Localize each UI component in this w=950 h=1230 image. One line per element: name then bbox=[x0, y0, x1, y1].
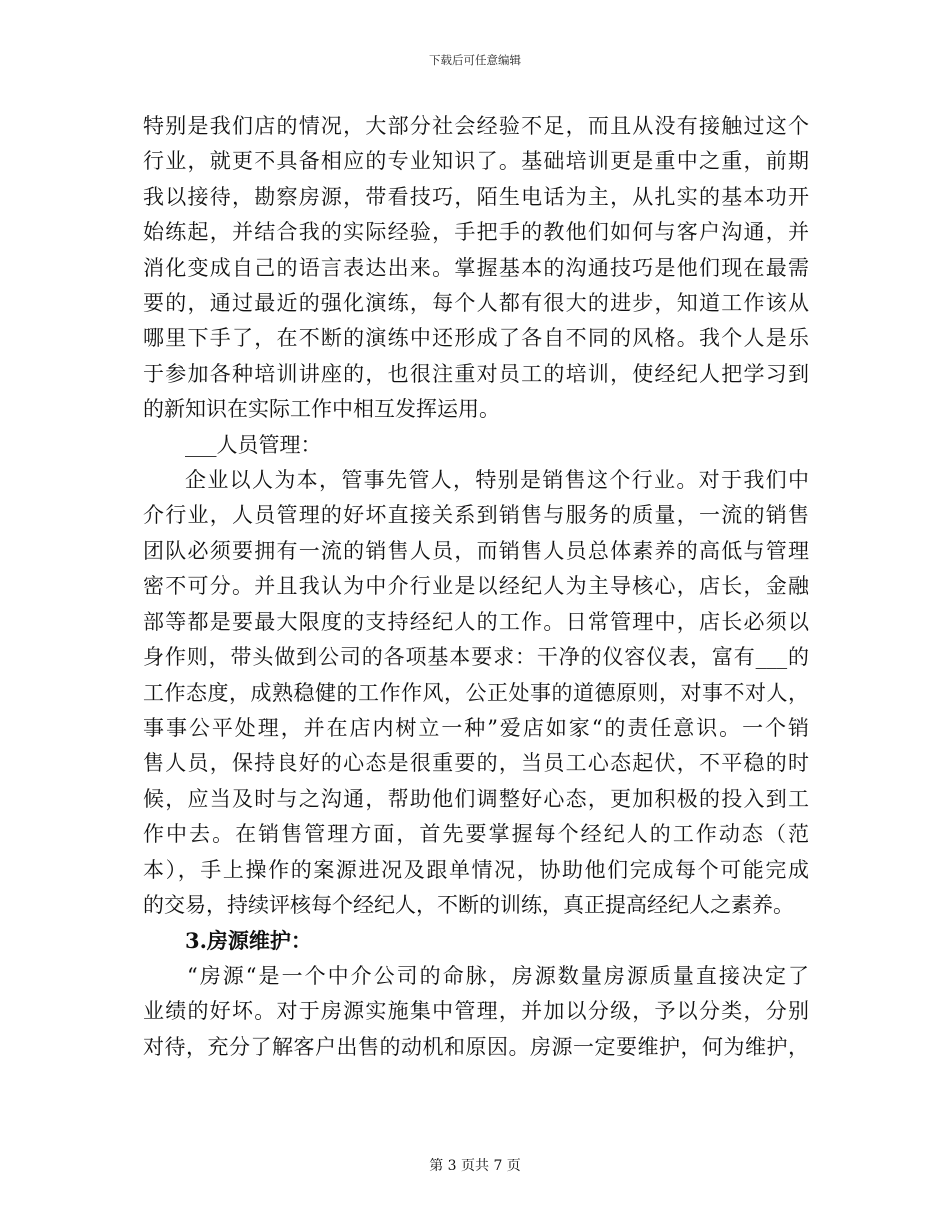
text-line: 工作态度，成熟稳健的工作作风，公正处事的道德原则，对事不对人， bbox=[143, 680, 809, 705]
text-line: 部等都是要最大限度的支持经纪人的工作。日常管理中，店长必须以 bbox=[143, 609, 809, 634]
text-line: 的新知识在实际工作中相互发挥运用。 bbox=[143, 397, 500, 422]
section-heading-personnel: ___人员管理： bbox=[185, 432, 322, 457]
document-body bbox=[143, 109, 809, 1065]
text-line: 对待，充分了解客户出售的动机和原因。房源一定要维护，何为维护， bbox=[143, 1034, 809, 1059]
text-line: 始练起，并结合我的实际经验，手把手的教他们如何与客户沟通，并 bbox=[143, 220, 809, 245]
text-line: 消化变成自己的语言表达出来。掌握基本的沟通技巧是他们现在最需 bbox=[143, 255, 809, 280]
text-line: 行业，就更不具备相应的专业知识了。基础培训更是重中之重，前期 bbox=[143, 149, 809, 174]
text-line: 作中去。在销售管理方面，首先要掌握每个经纪人的工作动态（范 bbox=[143, 822, 809, 847]
text-line: 事事公平处理，并在店内树立一种”爱店如家“的责任意识。一个销 bbox=[143, 715, 809, 740]
text-line: 企业以人为本，管事先管人，特别是销售这个行业。对于我们中 bbox=[185, 468, 809, 493]
text-line: 我以接待，勘察房源，带看技巧，陌生电话为主，从扎实的基本功开 bbox=[143, 184, 809, 209]
text-line: 密不可分。并且我认为中介行业是以经纪人为主导核心，店长，金融 bbox=[143, 574, 809, 599]
text-line: 身作则，带头做到公司的各项基本要求：干净的仪容仪表，富有___的 bbox=[143, 645, 809, 670]
page-header: 下载后可任意编辑 bbox=[429, 53, 521, 67]
text-line: 业绩的好坏。对于房源实施集中管理，并加以分级，予以分类，分别 bbox=[143, 999, 809, 1024]
text-line: “房源“是一个中介公司的命脉，房源数量房源质量直接决定了 bbox=[187, 963, 809, 988]
text-line: 本），手上操作的案源进况及跟单情况，协助他们完成每个可能完成 bbox=[143, 857, 809, 882]
text-line: 团队必须要拥有一流的销售人员，而销售人员总体素养的高低与管理 bbox=[143, 538, 809, 563]
text-line: 特别是我们店的情况，大部分社会经验不足，而且从没有接触过这个 bbox=[143, 114, 809, 138]
text-line: 哪里下手了，在不断的演练中还形成了各自不同的风格。我个人是乐 bbox=[143, 326, 809, 351]
text-line: 要的，通过最近的强化演练，每个人都有很大的进步，知道工作该从 bbox=[143, 291, 809, 316]
section-heading-property-maintenance: 3.房源维护： bbox=[185, 928, 312, 954]
text-line: 候，应当及时与之沟通，帮助他们调整好心态，更加积极的投入到工 bbox=[143, 786, 809, 811]
text-line: 售人员，保持良好的心态是很重要的，当员工心态起伏，不平稳的时 bbox=[143, 751, 809, 776]
text-line: 的交易，持续评核每个经纪人，不断的训练，真正提高经纪人之素养。 bbox=[143, 892, 794, 917]
page-footer: 第 3 页共 7 页 bbox=[429, 1158, 521, 1174]
text-line: 于参加各种培训讲座的，也很注重对员工的培训，使经纪人把学习到 bbox=[143, 361, 809, 386]
text-line: 介行业，人员管理的好坏直接关系到销售与服务的质量，一流的销售 bbox=[143, 503, 809, 528]
